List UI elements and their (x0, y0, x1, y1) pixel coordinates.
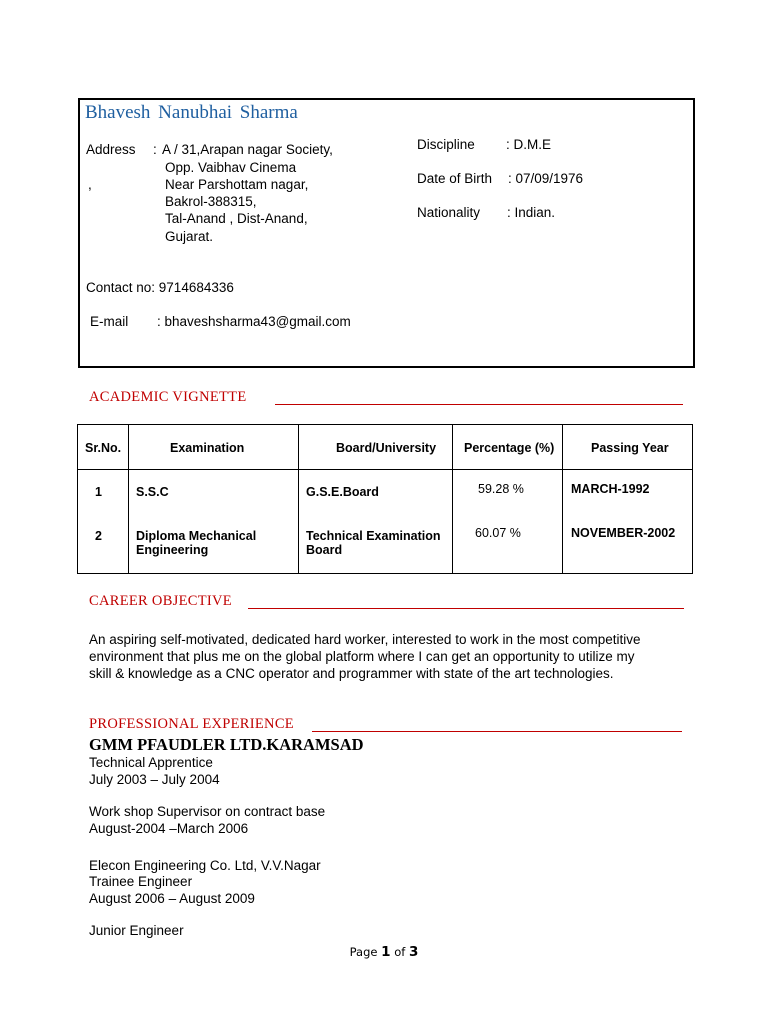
experience-line: Trainee Engineer (89, 874, 193, 889)
current-page-number: 1 (381, 944, 391, 960)
address-colon: : (153, 142, 157, 157)
table-cell-examination: S.S.C (136, 485, 169, 499)
discipline-label: Discipline (417, 137, 475, 152)
experience-line: August 2006 – August 2009 (89, 891, 255, 906)
table-column-divider (562, 425, 563, 573)
dob-label: Date of Birth (417, 171, 493, 186)
table-cell-board: Technical Examination (306, 529, 441, 543)
table-column-divider (128, 425, 129, 573)
nationality-label: Nationality (417, 205, 481, 220)
academic-heading-rule (275, 404, 683, 405)
company-name: GMM PFAUDLER LTD.KARAMSAD (89, 735, 364, 754)
table-cell-board: G.S.E.Board (306, 485, 379, 499)
table-cell-examination: Engineering (136, 543, 209, 557)
email-value: : bhaveshsharma43@gmail.com (157, 314, 351, 329)
comma-mark: , (88, 177, 92, 192)
experience-heading-rule (312, 731, 682, 732)
nationality-value: : Indian. (507, 205, 556, 220)
table-header-examination: Examination (170, 441, 245, 455)
address-line: Gujarat. (165, 229, 214, 244)
table-cell-percentage: 59.28 % (478, 482, 524, 496)
address-line: A / 31,Arapan nagar Society, (162, 142, 333, 157)
table-header-divider (78, 469, 692, 470)
table-cell-srno: 1 (95, 485, 102, 499)
total-page-count: 3 (408, 944, 419, 960)
table-cell-board: Board (306, 543, 343, 557)
career-line: An aspiring self-motivated, dedicated hard worker, interested to work in the most competitive (89, 632, 641, 647)
table-cell-passing-year: NOVEMBER-2002 (571, 526, 676, 540)
career-heading-rule (248, 608, 684, 609)
discipline-value: : D.M.E (506, 137, 552, 152)
table-cell-passing-year: MARCH-1992 (571, 482, 650, 496)
candidate-name: Bhavesh Nanubhai Sharma (85, 102, 298, 123)
table-column-divider (452, 425, 453, 573)
experience-line: July 2003 – July 2004 (89, 772, 220, 787)
table-column-divider (298, 425, 299, 573)
contact-number: Contact no: 9714684336 (86, 280, 234, 295)
experience-heading: PROFESSIONAL EXPERIENCE (89, 716, 294, 732)
table-cell-percentage: 60.07 % (475, 526, 521, 540)
academic-table (77, 424, 693, 574)
address-line: Bakrol-388315, (165, 194, 257, 209)
table-header-board: Board/University (336, 441, 437, 455)
experience-line: August-2004 –March 2006 (89, 821, 249, 836)
address-line: Near Parshottam nagar, (165, 177, 309, 192)
dob-value: : 07/09/1976 (508, 171, 584, 186)
page-indicator (0, 944, 768, 960)
experience-line: Elecon Engineering Co. Ltd, V.V.Nagar (89, 858, 321, 873)
email-label: E-mail (90, 314, 129, 329)
address-line: Opp. Vaibhav Cinema (165, 160, 297, 175)
table-cell-examination: Diploma Mechanical (136, 529, 257, 543)
table-header-srno: Sr.No. (85, 441, 122, 455)
career-heading: CAREER OBJECTIVE (89, 593, 232, 609)
table-header-percentage: Percentage (%) (464, 441, 555, 455)
academic-heading: ACADEMIC VIGNETTE (89, 389, 247, 405)
page-word: Page (349, 945, 378, 959)
career-line: skill & knowledge as a CNC operator and programmer with state of the art technologies. (89, 666, 614, 681)
table-header-passing-year: Passing Year (591, 441, 669, 455)
of-word: of (394, 945, 406, 959)
table-cell-srno: 2 (95, 529, 102, 543)
experience-line: Work shop Supervisor on contract base (89, 804, 326, 819)
address-label: Address (86, 142, 136, 157)
career-line: environment that plus me on the global platform where I can get an opportunity to utilize my (89, 649, 635, 664)
experience-line: Junior Engineer (89, 923, 184, 938)
address-line: Tal-Anand , Dist-Anand, (165, 211, 308, 226)
experience-line: Technical Apprentice (89, 755, 213, 770)
